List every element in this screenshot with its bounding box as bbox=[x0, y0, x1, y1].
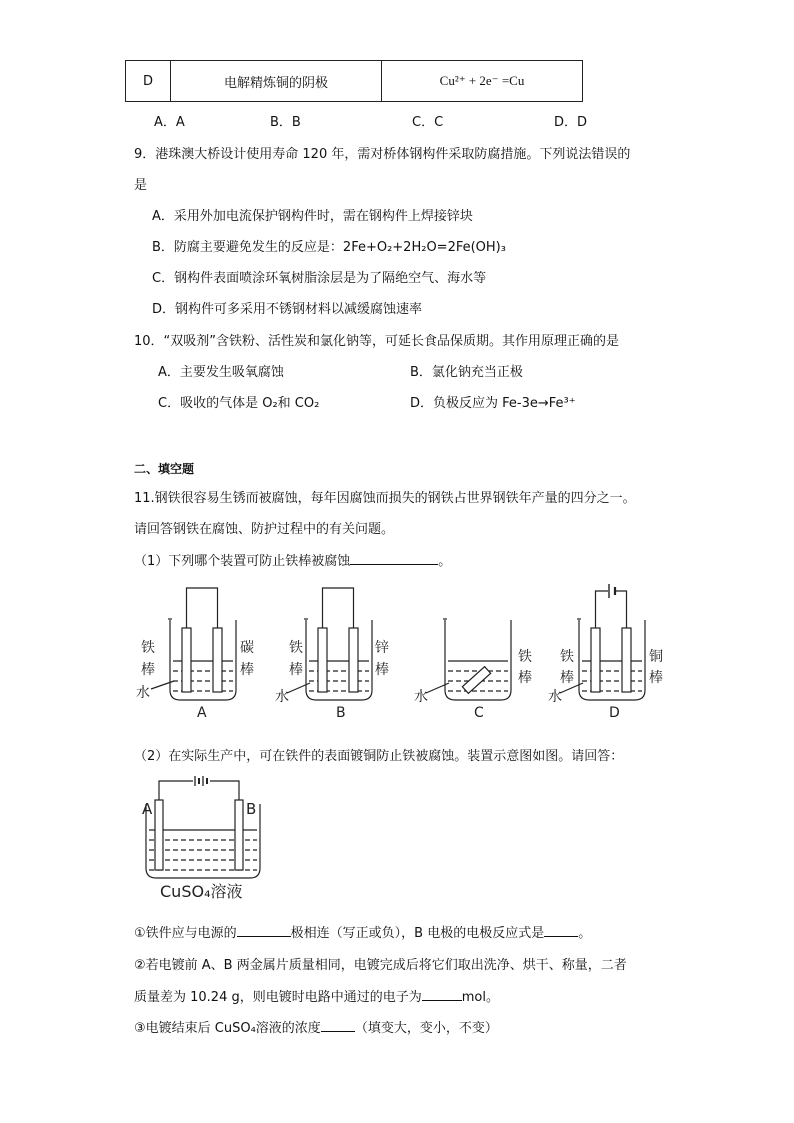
answer-blank-4[interactable] bbox=[422, 987, 462, 1001]
label-zinc-rod-1: 锌 bbox=[375, 640, 389, 656]
label-carbon-rod-2: 棒 bbox=[240, 662, 254, 678]
label-iron-rod-d-2: 棒 bbox=[560, 670, 574, 686]
label-iron-rod-a-2: 棒 bbox=[141, 662, 155, 678]
label-iron-rod-b-1: 铁 bbox=[289, 640, 303, 656]
plating-wire-right bbox=[210, 781, 239, 800]
label-iron-rod-c-1: 铁 bbox=[518, 649, 532, 665]
q11-sub2-cont bbox=[134, 986, 499, 1005]
q11-part2: （2）在实际生产中，可在铁件的表面镀铜防止铁被腐蚀。装置示意图如图。请回答： bbox=[134, 749, 624, 764]
q11-sub3-text-a: ③电镀结束后 CuSO₄溶液的浓度 bbox=[134, 1021, 321, 1036]
q9-option-b[interactable]: B．防腐主要避免发生的反应是：2Fe+O₂+2H₂O=2Fe(OH)₃ bbox=[152, 240, 506, 255]
label-water-b: 水 bbox=[275, 689, 289, 705]
q8-option-d[interactable]: D．D bbox=[554, 115, 588, 130]
section-title: 二、填空题 bbox=[134, 462, 195, 476]
q8-option-a[interactable]: A．A bbox=[154, 115, 185, 130]
zinc-rod-b bbox=[349, 628, 358, 692]
q11-intro: 11.钢铁很容易生锈而被腐蚀，每年因腐蚀而损失的钢铁占世界钢铁年产量的四分之一。 bbox=[134, 491, 636, 506]
q9-option-a[interactable]: A．采用外加电流保护钢构件时，需在钢构件上焊接锌块 bbox=[152, 209, 473, 224]
plating-wire-left bbox=[159, 781, 193, 800]
label-copper-rod-1: 铜 bbox=[649, 649, 663, 665]
q11-sub3 bbox=[134, 1017, 498, 1036]
label-carbon-rod-1: 碳 bbox=[240, 640, 254, 656]
label-water-a: 水 bbox=[136, 685, 150, 701]
q10-option-b[interactable]: B．氯化钠充当正极 bbox=[410, 365, 523, 380]
beaker-a bbox=[170, 620, 236, 700]
beaker-c bbox=[445, 620, 511, 700]
wire-b bbox=[323, 588, 354, 628]
table-cell-item: 电解精炼铜的阴极 bbox=[171, 61, 382, 102]
wire-d-right bbox=[616, 591, 627, 628]
label-d: D bbox=[609, 705, 620, 721]
iron-rod-d bbox=[591, 628, 600, 692]
q11-part1-text: （1）下列哪个装置可防止铁棒被腐蚀 bbox=[134, 554, 351, 569]
q11-sub1 bbox=[134, 922, 591, 941]
answer-blank-2[interactable] bbox=[237, 923, 291, 937]
iron-rod-a bbox=[182, 628, 191, 692]
q10-stem: 10．“双吸剂”含铁粉、活性炭和氯化钠等，可延长食品保质期。其作用原理正确的是 bbox=[134, 334, 620, 349]
answer-blank-5[interactable] bbox=[321, 1018, 355, 1032]
q10-option-a[interactable]: A．主要发生吸氧腐蚀 bbox=[158, 365, 284, 380]
q9-option-d[interactable]: D．钢构件可多采用不锈钢材料以减缓腐蚀速率 bbox=[152, 302, 423, 317]
label-b: B bbox=[336, 705, 346, 721]
plating-figure bbox=[138, 770, 270, 905]
label-iron-rod-d-1: 铁 bbox=[560, 649, 574, 665]
wire-d-left bbox=[596, 591, 609, 628]
label-copper-rod-2: 棒 bbox=[649, 670, 663, 686]
answer-blank-3[interactable] bbox=[544, 923, 578, 937]
q11-sub3-text-b: （填变大，变小，不变） bbox=[354, 1021, 498, 1036]
label-iron-rod-c-2: 棒 bbox=[518, 670, 532, 686]
electrode-a bbox=[155, 800, 163, 870]
label-zinc-rod-2: 棒 bbox=[375, 662, 389, 678]
q11-sub2-text-b: 质量差为 10.24 g，则电镀时电路中通过的电子为 bbox=[134, 990, 422, 1005]
table-cell-equation: Cu²⁺ + 2e⁻ =Cu bbox=[382, 61, 583, 102]
iron-rod-b bbox=[318, 628, 327, 692]
label-a: A bbox=[197, 705, 207, 721]
q11-sub2: ②若电镀前 A、B 两金属片质量相同，电镀完成后将它们取出洗净、烘干、称量，二者 bbox=[134, 958, 627, 973]
beaker-d bbox=[579, 620, 645, 700]
q8-option-b[interactable]: B．B bbox=[270, 115, 301, 130]
q11-sub2-text-c: mol。 bbox=[461, 990, 499, 1005]
label-water-c: 水 bbox=[414, 689, 428, 705]
electrode-b bbox=[235, 800, 243, 870]
wire-a bbox=[187, 588, 218, 628]
plating-label-b: B bbox=[246, 800, 257, 818]
table-cell-label: D bbox=[126, 61, 171, 102]
q11-part1 bbox=[134, 550, 451, 569]
q9-stem-cont: 是 bbox=[134, 178, 148, 193]
table-row bbox=[126, 61, 583, 102]
carbon-rod-a bbox=[213, 628, 222, 692]
apparatus-figure bbox=[130, 583, 675, 723]
q9-stem: 9．港珠澳大桥设计使用寿命 120 年，需对桥体钢构件采取防腐措施。下列说法错误的 bbox=[134, 147, 631, 162]
copper-rod-d bbox=[622, 628, 631, 692]
q11-sub1-text-b: 极相连（写正或负），B 电极的电极反应式是 bbox=[290, 926, 545, 941]
label-iron-rod-b-2: 棒 bbox=[289, 662, 303, 678]
label-iron-rod-a-1: 铁 bbox=[141, 640, 155, 656]
answer-table bbox=[125, 60, 583, 102]
q11-part1-end: 。 bbox=[438, 554, 452, 569]
q11-sub1-text-c: 。 bbox=[578, 926, 592, 941]
plating-label-a: A bbox=[142, 800, 153, 818]
q8-option-c[interactable]: C．C bbox=[412, 115, 444, 130]
beaker-b bbox=[306, 620, 372, 700]
q11-sub1-text-a: ①铁件应与电源的 bbox=[134, 926, 237, 941]
plating-solution-label: CuSO₄溶液 bbox=[160, 882, 243, 901]
q10-option-d[interactable]: D．负极反应为 Fe-3e→Fe³⁺ bbox=[410, 396, 576, 411]
label-water-d: 水 bbox=[548, 689, 562, 705]
q10-option-c[interactable]: C．吸收的气体是 O₂和 CO₂ bbox=[158, 396, 320, 411]
q11-intro-cont: 请回答钢铁在腐蚀、防护过程中的有关问题。 bbox=[134, 522, 395, 537]
label-c: C bbox=[474, 705, 484, 721]
answer-blank-1[interactable] bbox=[350, 551, 438, 565]
q9-option-c[interactable]: C．钢构件表面喷涂环氧树脂涂层是为了隔绝空气、海水等 bbox=[152, 271, 487, 286]
